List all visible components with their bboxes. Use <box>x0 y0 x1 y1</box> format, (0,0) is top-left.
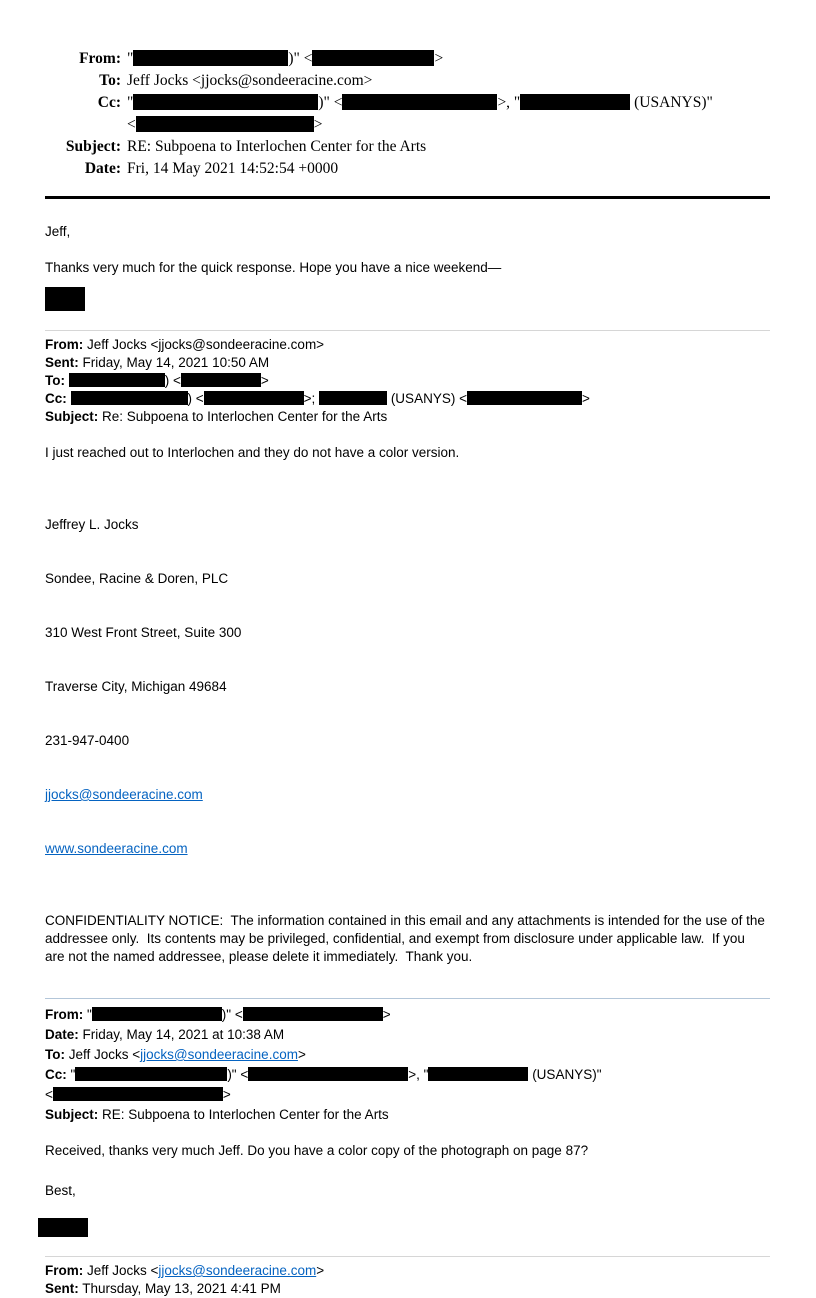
redaction-bar <box>248 1067 408 1081</box>
greeting-text: Jeff, <box>45 224 71 239</box>
redaction-bar <box>312 50 434 66</box>
redaction-bar <box>342 94 497 110</box>
from-label: From: <box>79 50 121 67</box>
from-label: From: <box>45 1007 84 1022</box>
email-link[interactable]: jjocks@sondeeracine.com <box>140 1047 298 1062</box>
header-to-row <box>45 70 770 92</box>
header-divider-rule <box>45 196 770 199</box>
date-value: Friday, May 14, 2021 at 10:38 AM <box>78 1027 285 1042</box>
redaction-bar <box>133 94 318 110</box>
quoted2-closing-text: Best, <box>45 1183 76 1198</box>
redaction-bar <box>181 373 261 387</box>
subject-value: Re: Subpoena to Interlochen Center for the Arts <box>98 409 388 424</box>
from-value: Jeff Jocks <jjocks@sondeeracine.com> <box>83 337 325 352</box>
quoted3-divider-rule <box>45 1256 770 1257</box>
sent-value: Thursday, May 13, 2021 4:41 PM <box>78 1281 281 1296</box>
date-label: Date: <box>84 160 121 177</box>
subject-label: Subject: <box>45 1107 99 1122</box>
quoted1-cc-line: Cc: ) < >; (USANYS) < > <box>45 391 590 406</box>
signature-name: Jeffrey L. Jocks <box>45 517 139 532</box>
signature-city: Traverse City, Michigan 49684 <box>45 679 227 694</box>
subject-value: RE: Subpoena to Interlochen Center for the Arts <box>127 138 427 155</box>
quoted1-subject-line <box>45 408 770 426</box>
redaction-bar <box>319 391 387 405</box>
redaction-bar <box>53 1087 223 1101</box>
redaction-bar <box>69 373 165 387</box>
quoted1-divider-rule <box>45 330 770 331</box>
quoted3-header <box>45 1262 770 1298</box>
quoted2-body-text: Received, thanks very much Jeff. Do you have a color copy of the photograph on page 87? <box>45 1143 589 1158</box>
quoted2-subject-line <box>45 1105 770 1125</box>
quoted1-header <box>45 336 770 426</box>
redaction-bar <box>520 94 630 110</box>
cc-label: Cc: <box>97 94 121 111</box>
top-email-header <box>45 48 770 180</box>
to-label: To: <box>45 373 65 388</box>
redaction-bar <box>92 1007 222 1021</box>
signature-email-link[interactable]: jjocks@sondeeracine.com <box>45 787 203 802</box>
redaction-bar <box>428 1067 528 1081</box>
quoted2-from-line: From: " )" < > <box>45 1007 391 1022</box>
date-value: Fri, 14 May 2021 14:52:54 +0000 <box>127 160 339 177</box>
header-cc-row <box>45 92 770 136</box>
message-body-text: Thanks very much for the quick response. Hope you have a nice weekend— <box>45 260 502 275</box>
signature-phone: 231-947-0400 <box>45 733 130 748</box>
header-date-row <box>45 158 770 180</box>
redaction-bar <box>71 391 188 405</box>
to-value: Jeff Jocks <jjocks@sondeeracine.com> <box>127 72 373 89</box>
sent-label: Sent: <box>45 355 79 370</box>
header-subject-row <box>45 136 770 158</box>
header-from-row <box>45 48 770 70</box>
date-label: Date: <box>45 1027 79 1042</box>
redaction-box-signature <box>45 287 85 311</box>
subject-label: Subject: <box>65 138 121 155</box>
to-label: To: <box>45 1047 65 1062</box>
from-label: From: <box>45 337 84 352</box>
quoted3-from-line: From: Jeff Jocks <jjocks@sondeeracine.com> <box>45 1263 325 1278</box>
quoted1-sent-line <box>45 354 770 372</box>
signature-website-link[interactable]: www.sondeeracine.com <box>45 841 188 856</box>
signature-firm: Sondee, Racine & Doren, PLC <box>45 571 229 586</box>
subject-label: Subject: <box>45 409 99 424</box>
from-value: " )" < > <box>127 50 444 67</box>
email-link[interactable]: jjocks@sondeeracine.com <box>158 1263 317 1278</box>
quoted2-divider-rule <box>45 998 770 999</box>
quoted3-sent-line <box>45 1280 770 1298</box>
cc-label: Cc: <box>45 1067 67 1082</box>
quoted2-header <box>45 1005 770 1125</box>
cc-label: Cc: <box>45 391 67 406</box>
quoted2-date-line <box>45 1025 770 1045</box>
signature-street: 310 West Front Street, Suite 300 <box>45 625 242 640</box>
sent-value: Friday, May 14, 2021 10:50 AM <box>78 355 270 370</box>
cc-value: " )" < >, " (USANYS)" < > <box>127 94 713 133</box>
redaction-bar <box>243 1007 383 1021</box>
quoted2-cc-line: Cc: " )" < >, " (USANYS)" < > <box>45 1067 602 1102</box>
quoted1-to-line: To: ) < > <box>45 373 269 388</box>
confidentiality-notice-text: CONFIDENTIALITY NOTICE: The information contained in this email and any attachments is intended for the use of the addressee only. Its contents may be privileged, confidential, and exempt from disclosure under applicable law. If you are not the named addressee, please delete it immediately. Thank you. <box>45 913 769 964</box>
quoted1-body-text: I just reached out to Interlochen and they do not have a color version. <box>45 445 460 460</box>
redaction-bar <box>467 391 582 405</box>
redaction-bar <box>133 50 288 66</box>
sent-label: Sent: <box>45 1281 79 1296</box>
signature-block <box>45 480 770 894</box>
redaction-box-signature <box>38 1218 88 1237</box>
redaction-bar <box>75 1067 227 1081</box>
quoted2-to-line: To: Jeff Jocks <jjocks@sondeeracine.com> <box>45 1047 306 1062</box>
redaction-bar <box>204 391 304 405</box>
subject-value: RE: Subpoena to Interlochen Center for the Arts <box>98 1107 389 1122</box>
from-label: From: <box>45 1263 84 1278</box>
to-label: To: <box>99 72 121 89</box>
redaction-bar <box>136 116 314 132</box>
quoted1-from-line <box>45 336 770 354</box>
